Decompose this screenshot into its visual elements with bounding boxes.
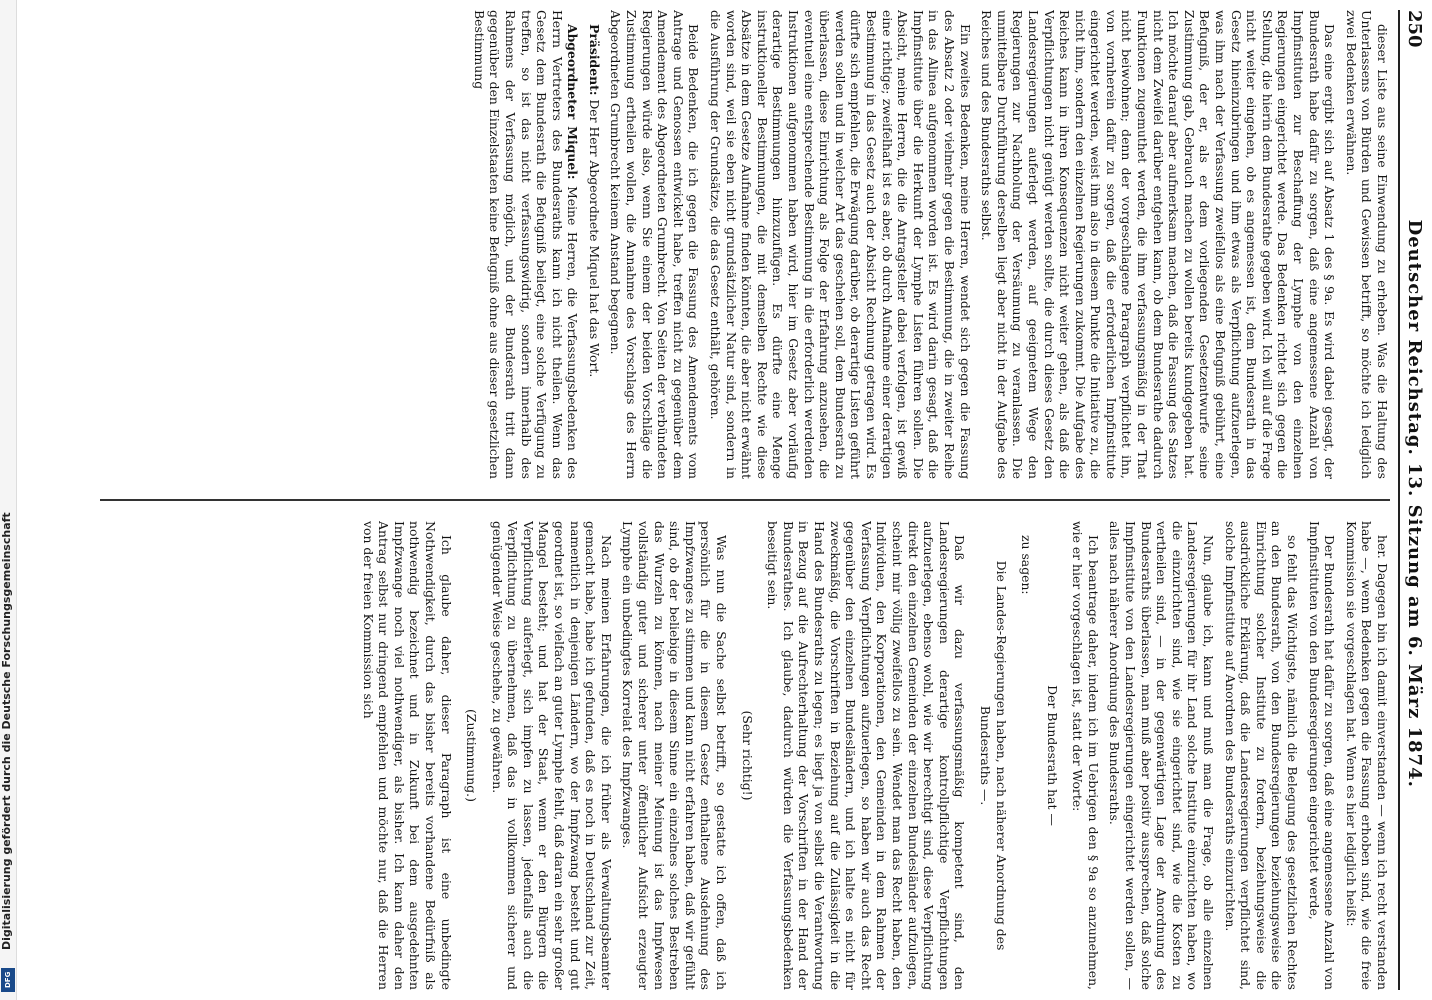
- paragraph: Nach meinen Erfahrungen, die ich früher als Verwaltungsbeamter gemacht habe, habe ich gefunden, daß es noch in Deutschland zur Zeit, namentlich in denjenigen Ländern, wo der Impfzwang besteht und gut geordnet ist, so vielfach an guter Lymphe fehlt, daß daran ein sehr großer Mangel besteht; und hat der Staat, wenn er den Bürgern die Verpflichtung auferlegt, sich impfen zu lassen, jedenfalls auch die Verpflichtung zu übernehmen, daß das in vollkommen sicherer und genügender Weise geschehe, zu gewähren.: [489, 521, 614, 990]
- text-columns: [100, 10, 1390, 990]
- page-title: Deutscher Reichstag. 13. Sitzung am 6. März 1874.: [1404, 219, 1426, 788]
- page-header: [1398, 10, 1430, 990]
- speaker-name: Präsident:: [586, 24, 602, 96]
- digitization-footer: [0, 0, 17, 1000]
- column-divider: [100, 499, 1390, 501]
- speaker-name: Abgeordneter Miquel:: [565, 24, 581, 180]
- paragraph: Nun, glaube ich, kann und muß man die Frage, ob alle einzelnen Landesregierungen für ihr Land solche Institute einzurichten haben, wo die einzurichten sind, wie sie eingerichtet sind, wie die Kosten zu vertheilen sind, — in der gegenwärtigen Lage der Anordnung des Bundesraths überlassen, man muß aber positiv aussprechen, daß solche Impfinstitute von den Landesregierungen eingerichtet werden sollen, — alles nach näherer Anordnung des Bundesraths.: [1107, 521, 1217, 990]
- paragraph: dieser Liste aus seine Einwendung zu erheben. Was die Haltung des Unterlassens von Bürden und Gewissen betrifft, so möchte ich lediglich zwei Bedenken erwähnen.: [1343, 10, 1390, 479]
- quoted-line: Der Bundesrath hat —: [1044, 685, 1060, 826]
- left-column: [100, 10, 1390, 479]
- speaker-paragraph: [586, 10, 602, 479]
- paragraph: Daß wir dazu verfassungsmäßig kompetent sind, den Landesregierungen derartige kontrollpflichtige Verpflichtungen aufzuerlegen, ebenso wohl, wie wir berechtigt sind, diese Verpflichtung direkt den einzelnen Gemeinden der einzelnen Bundesländer aufzulegen, scheint mir völlig zweifellos zu sein. Wendet man das Recht haben, den Individuen, den Korporationen, den Gemeinden in dem Rahmen der Verfassung Verpflichtungen aufzuerlegen, so haben wir auch das Recht gegenüber den einzelnen Bundesländern, und ich halte es nicht für zweckmäßig, die Vorschriften in Beziehung auf die Zulässigkeit in die Hand des Bundesraths zu legen; es liegt ja von selbst die Verantwortung in Bezug auf die Aufrechterhaltung der Vorschriften in der Hand der Bundesrathes. Ich glaube, dadurch würden die Verfassungsbedenken beseitigt sein.: [765, 521, 968, 990]
- paragraph: Beide Bedenken, die ich gegen die Fassung des Amendements vom Antrage und Genossen entwickelt habe, treffen nicht zu gegenüber dem Amendement des Abgeordneten Grumbrecht. Von Seiten der verbündeten Regierungen würde also, wenn Sie einem der beiden Vorschläge die Zustimmung ertheilen wollen, die Annahme des Vorschlags des Herrn Abgeordneten Grumbrecht keinem Anstand begegnen.: [608, 10, 702, 479]
- paragraph: Ich beantrage daher, indem ich im Uebrigen den § 9a so anzunehmen, wie er hier vorgeschlagen ist, statt der Worte:: [1070, 521, 1101, 990]
- paragraph: Ein zweites Bedenken, meine Herren, wendet sich gegen die Fassung des Absatz 2 oder vielmehr gegen die Bestimmung, die in zweiter Reihe in das Alinea aufgenommen worden ist. Es wird darin gesagt, daß die Impfinstitute über die Herkunft der Lymphe Listen führen sollen. Die Absicht, meine Herren, die die Antragsteller dabei verfolgen, ist gewiß eine richtige; zweifelhaft ist es aber, ob durch Aufnahme einer derartigen Bestimmung in das Gesetz auch der Absicht Rechnung getragen wird. Es dürfte sich empfehlen, die Erwägung darüber, ob derartige Listen geführt werden sollen und in welcher Art das geschehen soll, dem Bundesrath zu überlassen, diese Einrichtung als Folge der Erfahrung anzusehen, die eventuell eine entsprechende Bestimmung in die erforderlich werdenden Instruktionen aufgenommen haben wird, hier im Gesetz aber vorläufig derartige Bestimmungen hinzuzufügen. Es dürfte eine Menge instruktioneller Bestimmungen, die mit demselben Rechte wie diese Absätze in dem Gesetze Aufnahme finden könnten, die aber nicht erwähnt worden sind, weil sie eben nicht grundsätzlicher Natur sind, sondern in die Ausführung der Grundsätze, die das Gesetz enthält, gehören.: [708, 10, 973, 479]
- page-number: 250: [1404, 10, 1426, 48]
- quoted-line: Die Landes-Regierungen haben, nach näherer Anordnung des Bundesraths —.: [977, 560, 1009, 951]
- right-column: [100, 521, 1390, 990]
- rotated-scan: [90, 10, 1426, 1000]
- dfg-logo: DFG: [1, 968, 15, 992]
- quoted-paragraph: Der Bundesrath hat dafür zu sorgen, daß eine angemessene Anzahl von Impfinstituten von den Bundesregierungen eingerichtet werde,: [1306, 521, 1338, 990]
- speaker-paragraph: [471, 10, 580, 479]
- paragraph: zu sagen:: [1019, 535, 1035, 595]
- speaker-text: Meine Herren, die Verfassungsbedenken des Herrn Vertreters des Bundesraths kann ich nicht theilen. Wenn das Gesetz dem Bundesrath die Befugniß beilegt, eine solche Verfügung zu treffen, so ist das nicht verfassungswidrig, sondern innerhalb des Rahmens der Verfassung möglich, und der Bundesrath tritt dann gegenüber den Einzelstaaten keine Befugniß ohne aus dieser gesetzlichen Bestimmung: [471, 10, 581, 479]
- interjection: (Zustimmung.): [464, 709, 480, 802]
- paragraph: Ich glaube daher, dieser Paragraph ist eine unbedingte Nothwendigkeit, durch das bisher bereits vorhandene Bedürfniß als nothwendig bezeichnet und in Zukunft bei dem ausgedehnten Impfzwange noch viel nothwendiger, als bisher. Ich kann daher den Antrag selbst nur dringend empfehlen und möchte nur, daß die Herren von der freien Kommission sich: [360, 521, 454, 990]
- paragraph: Was nun die Sache selbst betrifft, so gestatte ich offen, daß ich persönlich für die in diesem Gesetz enthaltene Ausdehnung des Impfzwanges zu stimmen und kann nicht erfahren haben, daß wir gefühlt sind, ob der beliebige in diesem Sinne ein einzelnes solches Bestreben das Wurzeln zu können, nach meiner Meinung ist das Impfwesen vollständig guter und sicherer unter öffentlicher Aufsicht erzeugter Lymphe ein unbedingtes Korrelat des Impfzwanges.: [620, 521, 730, 990]
- interjection: (Sehr richtig!): [739, 710, 755, 801]
- speaker-text: Der Herr Abgeordnete Miquel hat das Wort.: [586, 99, 602, 378]
- digitization-note: Digitalisierung gefördert durch die Deutsche Forschungsgemeinschaft: [0, 512, 13, 950]
- scan-content: [90, 10, 1430, 990]
- paragraph: so fehlt das Wichtigste, nämlich die Belegung des gesetzlichen Rechtes an den Bundesrath, von den Bundesregierungen beziehungsweise die Einrichtung solcher Institute zu fordern, beziehungsweise die ausdrückliche Erklärung, daß die Landesregierungen verpflichtet sind, solche Impfinstitute auf Anordnen des Bundesraths einzurichten.: [1222, 521, 1301, 990]
- paragraph: Das eine ergibt sich auf Absatz 1 des § 9a. Es wird dabei gesagt, der Bundesrath habe dafür zu sorgen, daß eine angemessene Anzahl von Impfinstituten zur Beschaffung der Lymphe von den einzelnen Regierungen eingerichtet werde. Das Bedenken richtet sich gegen die Stellung, die hierin dem Bundesrathe gegeben wird. Ich will auf die Frage nicht weiter eingehen, ob es angemessen ist, dem Bundesrath in das Gesetz hineinzubringen und ihm etwas als Verpflichtung aufzuerlegen, was ihm nach der Verfassung zweifellos als eine Befugniß gebührt, eine Befugniß, der er, als er dem vorliegenden Gesetzentwurfe seine Zustimmung gab, Gebrauch machen zu wollen bereits kundgegeben hat. Ich möchte darauf aber aufmerksam machen, daß die Fassung des Satzes nicht dem Zweifel darüber entgehen kann, ob dem Bundesrathe dadurch Funktionen zugemuthet werden, die ihm verfassungsmäßig in der That nicht beiwohnen; denn der vorgeschlagene Paragraph verpflichtet ihn, von vornherein dafür zu sorgen, daß die erforderlichen Impfinstitute eingerichtet werden, weist ihm also in diesem Punkte die Initiative zu, die nicht ihm, sondern den einzelnen Regierungen zukommt. Die Aufgabe des Reiches kann in ihren Konsequenzen nicht weiter gehen, als daß die Verpflichtungen nicht genügt werden sollte, die durch dieses Gesetz den Landesregierungen auferlegt werden, auf geeignetem Wege den Regierungen zur Nachholung der Versäumung zu veranlassen. Die unmittelbare Durchführung derselben liegt aber nicht in der Aufgabe des Reiches und des Bundesraths selbst.: [979, 10, 1338, 479]
- paragraph: her. Dagegen bin ich damit einverstanden — wenn ich recht verstanden habe —, wenn Bedenken gegen die Fassung erhoben sind, wie die freie Kommission sie vorgeschlagen hat. Wenn es hier lediglich heißt:: [1343, 521, 1390, 990]
